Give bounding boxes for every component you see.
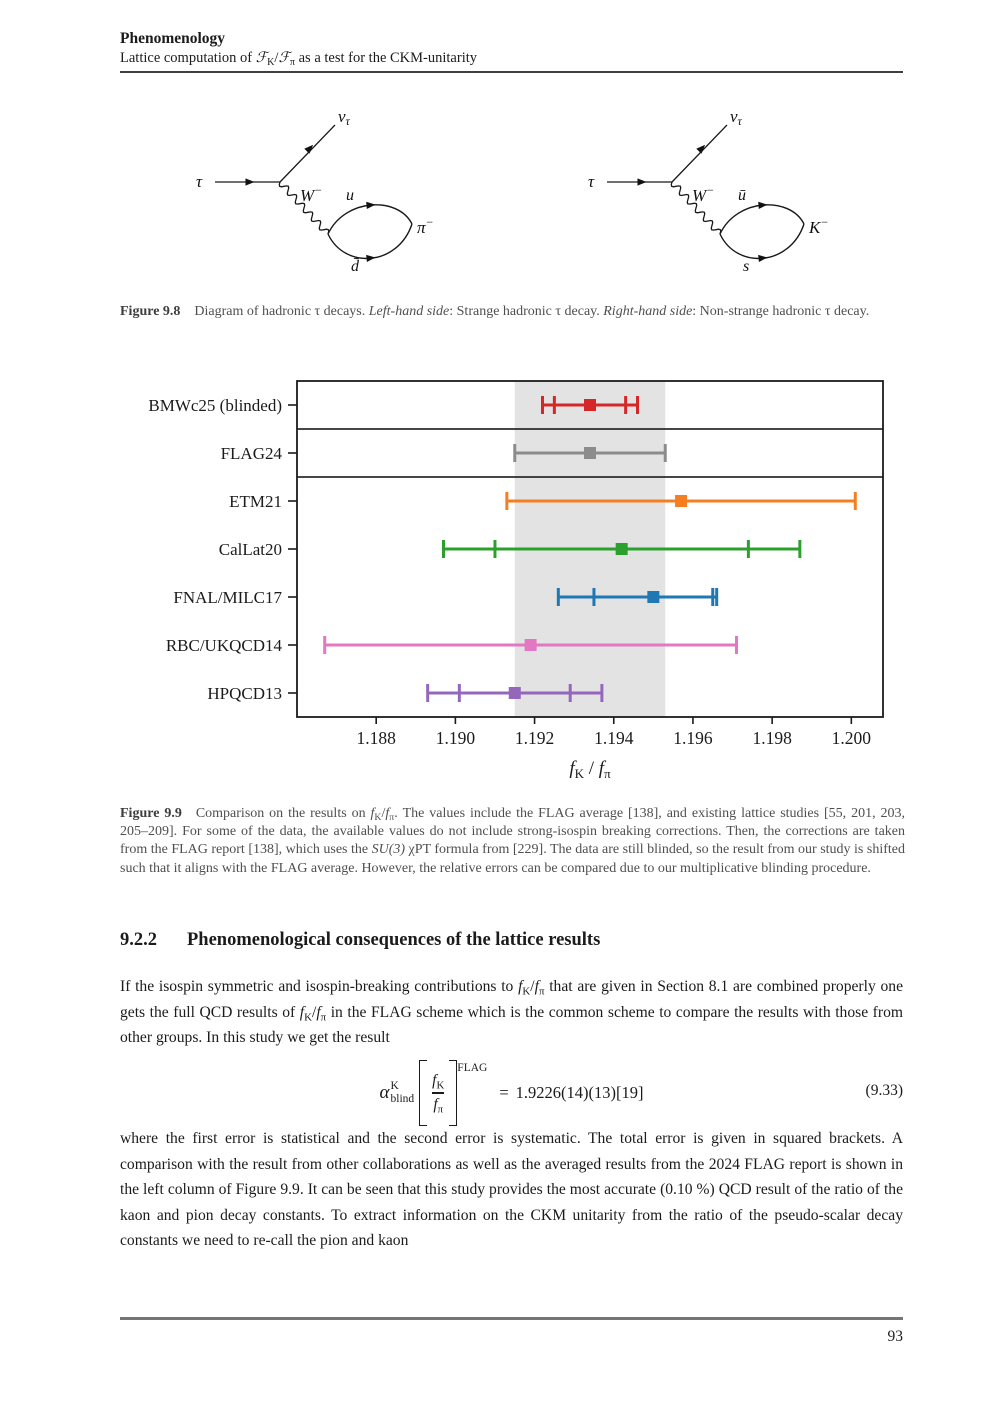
f-symbol: f — [518, 978, 523, 995]
equation-9-33 — [120, 1060, 903, 1126]
f-symbol: f — [299, 1003, 305, 1021]
caption-italic: Right-hand side — [603, 304, 693, 319]
caption-text: Diagram of hadronic τ decays. — [194, 304, 369, 319]
script-F: ℱ — [255, 50, 268, 66]
x-axis-label: $f_K / f_\pi$ — [569, 758, 611, 780]
sub-K: K — [522, 985, 531, 998]
figure-9-8-diagrams — [120, 100, 903, 295]
quark-bottom-label: s — [743, 258, 750, 275]
header-rule — [120, 71, 903, 73]
caption-text: : Non-strange hadronic τ decay. — [692, 304, 870, 319]
sub-pi: π — [437, 1102, 444, 1115]
footer-rule — [120, 1317, 903, 1320]
alpha-subscript: blind — [390, 1093, 415, 1105]
running-header-title: Phenomenology — [120, 30, 226, 47]
sub-pi: π — [538, 985, 545, 998]
slash: / — [381, 806, 386, 821]
w-boson-label: W− — [692, 183, 715, 205]
data-point-marker — [509, 687, 521, 699]
quark-bottom-arc — [328, 224, 412, 258]
row-label: BMWc25 (blinded) — [148, 396, 282, 415]
x-tick-label: 1.194 — [594, 728, 634, 748]
figure-9-9-caption — [120, 805, 905, 878]
tau-label: τ — [588, 172, 595, 191]
x-tick-label: 1.196 — [673, 728, 713, 748]
paragraph-1 — [120, 974, 903, 1051]
chart-row-callat20 — [219, 540, 800, 559]
arrow-head — [696, 142, 707, 153]
section-title: Phenomenological consequences of the lattice results — [187, 930, 601, 950]
row-label: FNAL/MILC17 — [173, 588, 282, 607]
neutrino-line — [280, 125, 335, 182]
f-symbol: f — [370, 806, 375, 821]
fk-fpi-fraction — [427, 1069, 449, 1117]
subtitle-text: as a test for the CKM-unitarity — [294, 50, 477, 66]
x-tick-label: 1.198 — [752, 728, 792, 748]
alpha-scripts — [391, 1080, 415, 1106]
arrow-head — [366, 254, 376, 262]
fraction-bar — [432, 1092, 444, 1093]
meson-label: K− — [809, 215, 829, 237]
arrow-head — [638, 178, 647, 185]
x-tick-label: 1.192 — [514, 728, 555, 748]
sub-K: K — [436, 1079, 445, 1092]
f-symbol: f — [385, 806, 390, 821]
fraction-denominator — [433, 1095, 443, 1115]
page-number: 93 — [887, 1328, 903, 1345]
neutrino-line — [672, 125, 727, 182]
sub-pi: π — [389, 811, 395, 823]
quark-bottom-arc — [720, 224, 804, 258]
equation-result-value: 1.9226(14)(13)[19] — [515, 1083, 644, 1102]
caption-text: χPT formula from [229]. The data are still blinded, so the result from our study is shifted such that it aligns with the FLAG average. However, the relative errors can be compared due to our multiplicative blinding procedure. — [120, 842, 905, 876]
caption-italic: Left-hand side — [368, 304, 450, 319]
paragraph-2 — [120, 1126, 903, 1254]
meson-label: π− — [417, 215, 434, 237]
neutrino-label: ντ — [338, 107, 350, 128]
left-bracket — [419, 1060, 427, 1126]
results-comparison-chart — [120, 368, 910, 780]
figure-9-8-label: Figure 9.8 — [120, 304, 181, 319]
alpha-symbol: α — [379, 1082, 390, 1103]
fraction-numerator — [432, 1071, 444, 1091]
sub-K: K — [374, 811, 382, 823]
feynman-diagram-left-pion-decay — [160, 100, 470, 295]
data-point-marker — [616, 543, 628, 555]
f-symbol: f — [534, 978, 539, 995]
f-symbol: f — [432, 1072, 437, 1090]
quark-top-arc — [328, 205, 412, 234]
subtitle-text: Lattice computation of — [120, 50, 256, 66]
x-tick-label: 1.188 — [356, 728, 396, 748]
caption-text: . The values include the FLAG average [138], and existing lattice studies [55, 201, 203, 205–209]. For some of the data, the available values do not include strong-isospin breaking corrections. Then, the corrections are taken from the FLAG report [138], which uses the — [120, 806, 905, 858]
figure-9-8-caption — [120, 303, 905, 321]
arrow-head — [758, 201, 768, 209]
section-number: 9.2.2 — [120, 930, 157, 950]
slash: / — [530, 978, 535, 995]
sub-pi: π — [320, 1010, 327, 1023]
arrow-head — [304, 142, 315, 153]
neutrino-label: ντ — [730, 107, 742, 128]
row-label: CalLat20 — [218, 540, 282, 559]
feynman-diagram-right-kaon-decay — [552, 100, 862, 295]
flag-superscript: FLAG — [457, 1062, 488, 1074]
x-tick-label: 1.190 — [435, 728, 476, 748]
arrow-head — [366, 201, 376, 209]
equation-body — [120, 1060, 903, 1126]
f-symbol: f — [316, 1003, 321, 1021]
body-text: that are given in Section 8.1 are combined properly one gets the full QCD results of — [120, 978, 903, 1021]
row-label: FLAG24 — [220, 444, 282, 463]
sub-pi: π — [289, 57, 295, 69]
data-point-marker — [584, 399, 596, 411]
tau-label: τ — [196, 172, 203, 191]
su3-symbol: SU(3) — [371, 842, 406, 858]
data-point-marker — [647, 591, 659, 603]
row-label: ETM21 — [229, 492, 282, 511]
quark-top-label: u — [346, 187, 354, 204]
right-bracket — [449, 1060, 457, 1126]
data-point-marker — [584, 447, 596, 459]
caption-text: : Strange hadronic τ decay. — [449, 304, 604, 319]
slash: / — [311, 1003, 317, 1021]
w-boson-label: W− — [300, 183, 323, 205]
section-heading — [120, 930, 903, 951]
sub-K: K — [304, 1010, 312, 1023]
body-text: in the FLAG scheme which is the common scheme to compare the results with those from other groups. In this study we get the result — [120, 1003, 903, 1047]
f-symbol: f — [433, 1095, 438, 1113]
running-header-subtitle — [120, 50, 903, 67]
equals-sign: = — [499, 1083, 509, 1102]
slash: / — [274, 50, 279, 66]
row-label: RBC/UKQCD14 — [165, 636, 282, 655]
quark-top-label: ū — [738, 187, 746, 204]
quark-top-arc — [720, 205, 804, 234]
row-label: HPQCD13 — [207, 684, 282, 703]
data-point-marker — [675, 495, 687, 507]
arrow-head — [246, 178, 255, 185]
quark-bottom-label: d̄ — [351, 258, 359, 275]
body-text: If the isospin symmetric and isospin-breaking contributions to — [120, 978, 519, 995]
body-text: where the first error is statistical and the second error is systematic. The total error is given in squared brackets. A comparison with the result from other collaborations as well as the averaged results from the 2024 FLAG report is shown in the left column of Figure 9.9. It can be seen that this study provides the most accurate (0.10 %) QCD result of the ratio of the kaon and pion decay constants. To extract information on the CKM unitarity from the ratio of the pseudo-scalar decay constants we need to re-call the pion and kaon — [120, 1130, 903, 1250]
script-F: ℱ — [278, 50, 290, 66]
data-point-marker — [525, 639, 537, 651]
equation-number: (9.33) — [865, 1082, 903, 1099]
arrow-head — [758, 254, 768, 262]
sub-K: K — [267, 57, 275, 69]
x-tick-label: 1.200 — [831, 728, 872, 748]
alpha-superscript: K — [390, 1079, 399, 1092]
caption-text: Comparison on the results on — [195, 806, 371, 821]
figure-9-9-label: Figure 9.9 — [120, 806, 182, 821]
